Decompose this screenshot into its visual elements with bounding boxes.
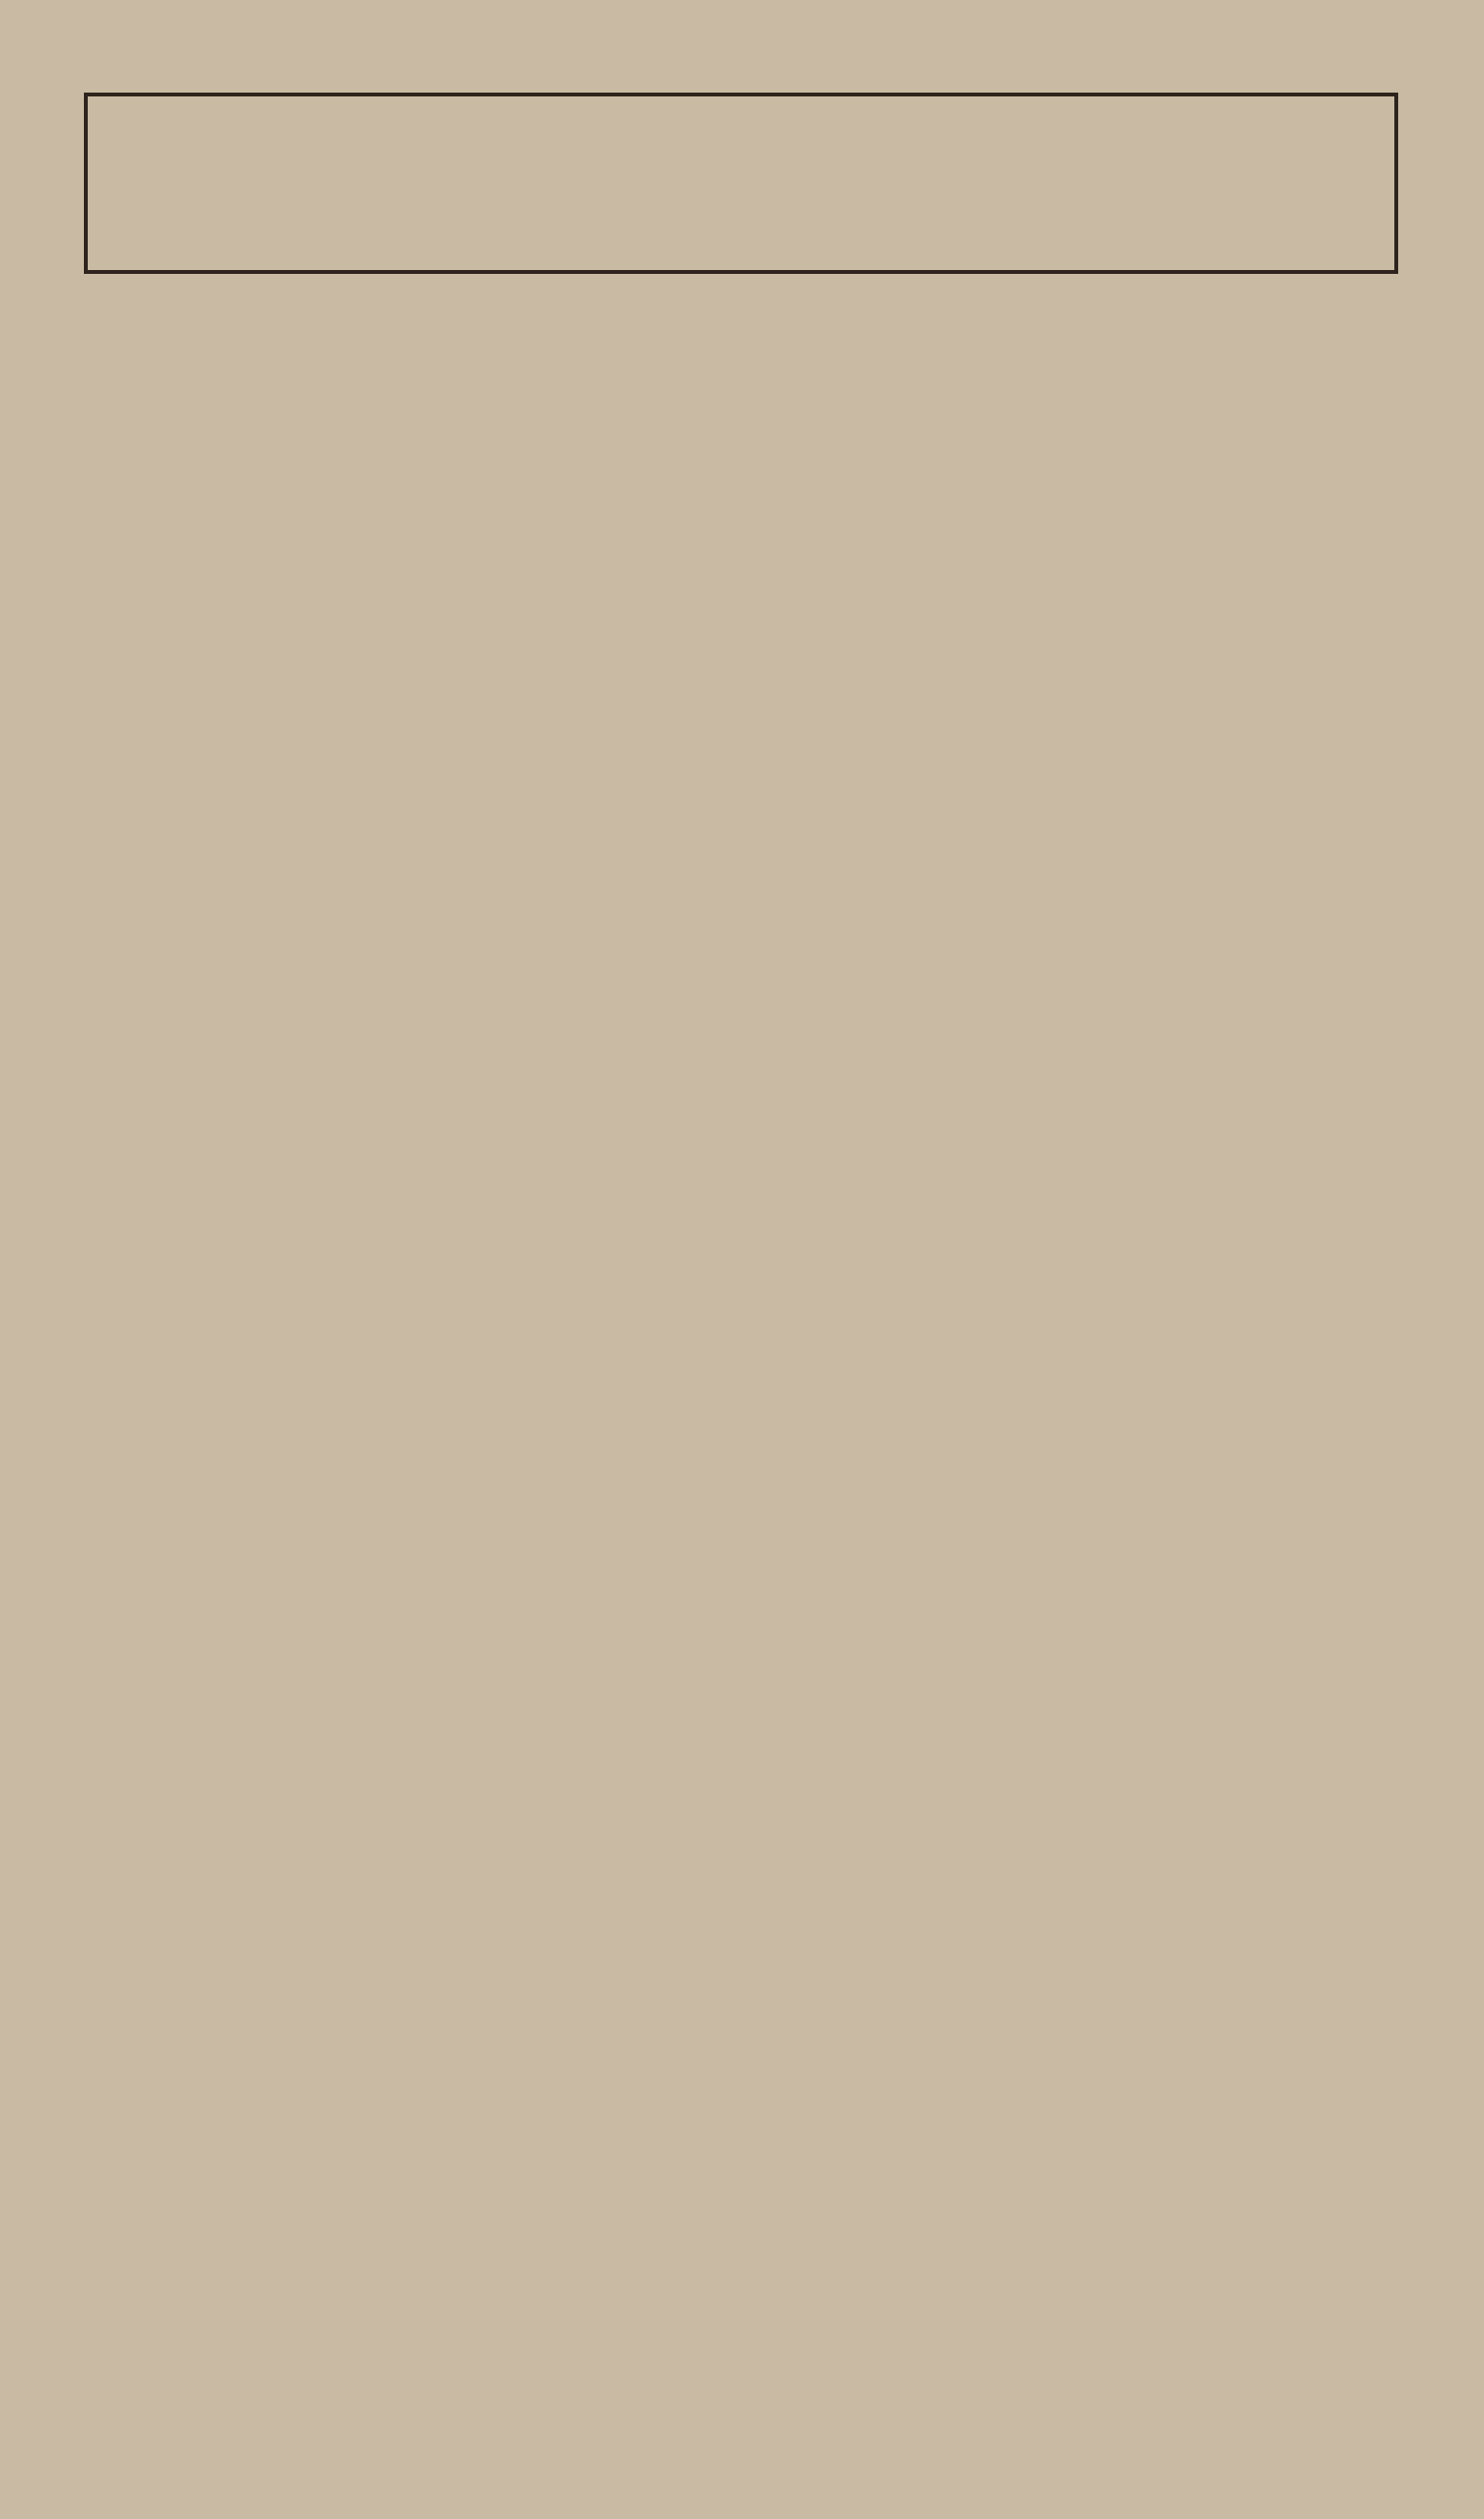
woven-fret-band-icon bbox=[83, 92, 1399, 275]
